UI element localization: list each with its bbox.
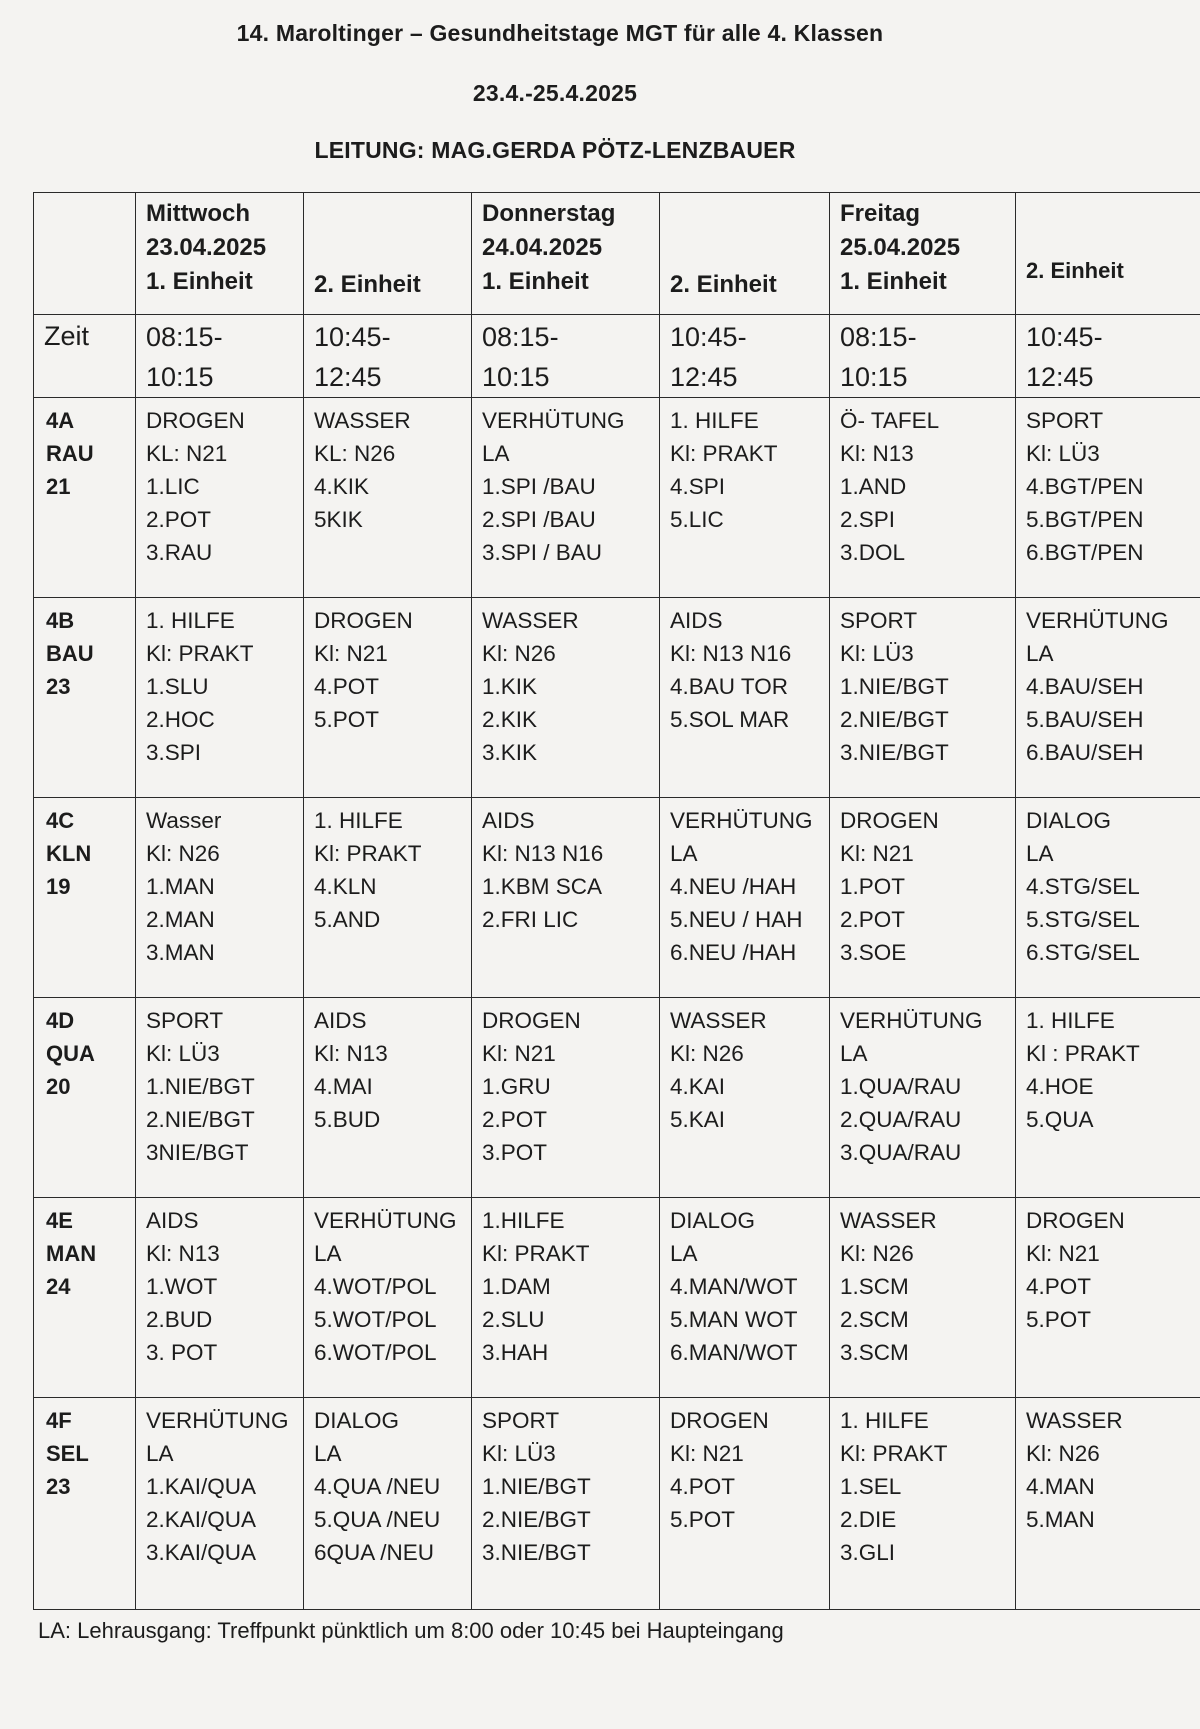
activity-cell [1016, 1398, 1200, 1610]
activity-line: 2.SCM [840, 1307, 909, 1332]
class-line: KLN [46, 841, 92, 866]
activity-line: LA [146, 1441, 174, 1466]
activity-line: 1.SCM [840, 1274, 909, 1299]
activity-line: 2.POT [482, 1107, 548, 1132]
activity-line: 1.WOT [146, 1274, 218, 1299]
class-line: 23 [46, 1474, 71, 1499]
activity-line: 1.SPI /BAU [482, 474, 596, 499]
activity-line: 5KIK [314, 507, 363, 532]
activity-cell [304, 998, 472, 1198]
unit-label: 2. Einheit [1026, 258, 1124, 283]
activity-line: Kl: PRAKT [146, 641, 254, 666]
time-slot [472, 315, 660, 398]
activity-line: 5.QUA [1026, 1107, 1094, 1132]
activity-line: 5.WOT/POL [314, 1307, 437, 1332]
class-line: MAN [46, 1241, 97, 1266]
activity-title: 1. HILFE [840, 1408, 929, 1433]
day-name: Mittwoch [146, 200, 250, 227]
activity-line: 2.BUD [146, 1307, 213, 1332]
activity-line: 2.POT [840, 907, 906, 932]
activity-line: 6.BAU/SEH [1026, 740, 1144, 765]
activity-line: 1.KIK [482, 674, 538, 699]
class-line: 19 [46, 874, 71, 899]
class-line: 21 [46, 474, 71, 499]
activity-line: Kl: N21 [482, 1041, 556, 1066]
activity-line: 1.SLU [146, 674, 209, 699]
header-row [34, 193, 1200, 315]
activity-title: WASSER [482, 608, 579, 633]
activity-cell [660, 598, 830, 798]
activity-title: AIDS [314, 1008, 367, 1033]
activity-line: 2.FRI LIC [482, 907, 579, 932]
activity-line: 5.KAI [670, 1107, 726, 1132]
date-range: 23.4.-25.4.2025 [472, 80, 638, 106]
activity-line: 6.BGT/PEN [1026, 540, 1144, 565]
unit-label: 1. Einheit [482, 268, 589, 295]
class-row [34, 798, 1200, 998]
activity-line: 4.POT [670, 1474, 736, 1499]
activity-line: Kl: PRAKT [314, 841, 422, 866]
activity-cell [304, 798, 472, 998]
activity-line: 4.POT [314, 674, 380, 699]
time-end: 12:45 [670, 362, 738, 392]
class-cell [34, 398, 136, 598]
activity-line: 6.WOT/POL [314, 1340, 437, 1365]
activity-line: LA [670, 1241, 698, 1266]
class-line: 4C [46, 808, 75, 833]
activity-cell [136, 598, 304, 798]
footnote: LA: Lehrausgang: Treffpunkt pünktlich um 8:00 oder 10:45 bei Haupteingang [38, 1618, 784, 1643]
time-end: 10:15 [840, 362, 908, 392]
activity-line: LA [314, 1241, 342, 1266]
activity-line: 4.BAU/SEH [1026, 674, 1144, 699]
time-start: 08:15- [146, 322, 223, 352]
activity-line: Kl: PRAKT [482, 1241, 590, 1266]
activity-line: 4.MAN/WOT [670, 1274, 798, 1299]
day-date: 23.04.2025 [146, 234, 267, 261]
activity-cell [660, 1398, 830, 1610]
activity-line: 5.LIC [670, 507, 724, 532]
unit-label: 2. Einheit [314, 271, 421, 298]
activity-title: DROGEN [1026, 1208, 1125, 1233]
time-end: 10:15 [146, 362, 214, 392]
class-row [34, 598, 1200, 798]
activity-line: 6.MAN/WOT [670, 1340, 798, 1365]
corner-cell [34, 193, 136, 315]
activity-line: 4.KAI [670, 1074, 726, 1099]
activity-line: 1.SEL [840, 1474, 902, 1499]
activity-line: 3.NIE/BGT [482, 1540, 591, 1565]
activity-cell [830, 598, 1016, 798]
activity-cell [472, 398, 660, 598]
day-header-fri-unit2 [1016, 193, 1200, 315]
activity-line: 5.BUD [314, 1107, 381, 1132]
time-label: Zeit [34, 315, 136, 398]
activity-line: 2.MAN [146, 907, 215, 932]
activity-title: WASSER [670, 1008, 767, 1033]
activity-line: 1.MAN [146, 874, 215, 899]
day-header-thu-unit2 [660, 193, 830, 315]
class-line: 23 [46, 674, 71, 699]
activity-line: KL: N26 [314, 441, 396, 466]
activity-cell [1016, 598, 1200, 798]
activity-line: 4.POT [1026, 1274, 1092, 1299]
activity-line: Kl: N21 [840, 841, 914, 866]
activity-line: Kl: N13 [314, 1041, 388, 1066]
unit-label: 2. Einheit [670, 271, 777, 298]
activity-title: WASSER [314, 408, 411, 433]
activity-line: 2.HOC [146, 707, 215, 732]
activity-line: 3NIE/BGT [146, 1140, 249, 1165]
time-slot [136, 315, 304, 398]
day-date: 24.04.2025 [482, 234, 603, 261]
activity-cell [472, 1398, 660, 1610]
activity-title: 1. HILFE [1026, 1008, 1115, 1033]
activity-line: KL: N21 [146, 441, 228, 466]
activity-line: 4.KLN [314, 874, 377, 899]
activity-title: Ö- TAFEL [840, 408, 940, 433]
class-row [34, 1398, 1200, 1610]
activity-line: 3.GLI [840, 1540, 896, 1565]
activity-line: 2.KIK [482, 707, 538, 732]
activity-line: 3.MAN [146, 940, 215, 965]
activity-line: Kl: N13 N16 [482, 841, 604, 866]
activity-cell [660, 798, 830, 998]
activity-line: 4.NEU /HAH [670, 874, 797, 899]
time-end: 12:45 [314, 362, 382, 392]
activity-line: 4.WOT/POL [314, 1274, 437, 1299]
activity-cell [304, 598, 472, 798]
activity-cell [830, 998, 1016, 1198]
time-end: 12:45 [1026, 362, 1094, 392]
activity-line: 6QUA /NEU [314, 1540, 435, 1565]
activity-line: 1.DAM [482, 1274, 551, 1299]
activity-line: LA [670, 841, 698, 866]
activity-line: Kl: PRAKT [670, 441, 778, 466]
document-title: 14. Maroltinger – Gesundheitstage MGT für alle 4. Klassen [236, 20, 884, 46]
time-slot [304, 315, 472, 398]
activity-line: 2.SPI /BAU [482, 507, 596, 532]
activity-line: 1.LIC [146, 474, 200, 499]
leadership-line: LEITUNG: MAG.GERDA PÖTZ-LENZBAUER [314, 137, 796, 163]
activity-line: Kl: LÜ3 [482, 1441, 556, 1466]
activity-line: 3.RAU [146, 540, 213, 565]
class-line: 4B [46, 608, 75, 633]
activity-cell [136, 398, 304, 598]
class-cell [34, 1198, 136, 1398]
activity-line: Kl: PRAKT [840, 1441, 948, 1466]
day-date: 25.04.2025 [840, 234, 961, 261]
activity-line: LA [482, 441, 510, 466]
activity-title: DROGEN [482, 1008, 581, 1033]
activity-line: 4.BGT/PEN [1026, 474, 1144, 499]
activity-line: 3.SPI / BAU [482, 540, 603, 565]
activity-title: DIALOG [1026, 808, 1112, 833]
activity-line: 1.GRU [482, 1074, 551, 1099]
activity-cell [472, 1198, 660, 1398]
activity-line: 5.POT [314, 707, 380, 732]
class-line: 20 [46, 1074, 71, 1099]
activity-line: LA [1026, 641, 1054, 666]
activity-title: 1. HILFE [314, 808, 403, 833]
activity-line: 4.BAU TOR [670, 674, 788, 699]
time-row [34, 315, 1200, 398]
activity-line: 1.NIE/BGT [146, 1074, 255, 1099]
activity-line: 6.STG/SEL [1026, 940, 1140, 965]
activity-line: 4.MAI [314, 1074, 373, 1099]
activity-title: DIALOG [670, 1208, 756, 1233]
class-line: RAU [46, 441, 94, 466]
activity-title: VERHÜTUNG [1026, 608, 1169, 633]
activity-line: 2.NIE/BGT [482, 1507, 591, 1532]
activity-line: 4.STG/SEL [1026, 874, 1140, 899]
activity-cell [660, 1198, 830, 1398]
activity-cell [136, 998, 304, 1198]
day-header-wed-unit1 [136, 193, 304, 315]
activity-line: Kl: N21 [314, 641, 388, 666]
activity-line: 2.DIE [840, 1507, 897, 1532]
class-line: 24 [46, 1274, 71, 1299]
activity-line: 3.KIK [482, 740, 538, 765]
activity-title: AIDS [670, 608, 723, 633]
activity-cell [136, 798, 304, 998]
activity-title: SPORT [840, 608, 918, 633]
activity-line: 3.SOE [840, 940, 907, 965]
activity-cell [830, 798, 1016, 998]
activity-line: Kl: N26 [670, 1041, 744, 1066]
day-name: Freitag [840, 200, 921, 227]
activity-line: 5.BAU/SEH [1026, 707, 1144, 732]
activity-line: Kl: N21 [670, 1441, 744, 1466]
activity-line: 3.SPI [146, 740, 202, 765]
activity-line: 5.NEU / HAH [670, 907, 803, 932]
activity-line: 2.QUA/RAU [840, 1107, 962, 1132]
activity-line: 1.NIE/BGT [482, 1474, 591, 1499]
activity-title: DIALOG [314, 1408, 400, 1433]
activity-title: Wasser [146, 808, 222, 833]
class-line: 4D [46, 1008, 75, 1033]
activity-line: Kl: N13 [840, 441, 914, 466]
activity-line: Kl: N13 [146, 1241, 220, 1266]
activity-line: 2.NIE/BGT [840, 707, 949, 732]
activity-line: Kl: N26 [840, 1241, 914, 1266]
class-cell [34, 798, 136, 998]
activity-line: 4.HOE [1026, 1074, 1094, 1099]
activity-line: LA [314, 1441, 342, 1466]
activity-line: 3.SCM [840, 1340, 909, 1365]
class-line: 4E [46, 1208, 73, 1233]
activity-cell [830, 398, 1016, 598]
activity-line: 1.QUA/RAU [840, 1074, 962, 1099]
activity-line: 5.BGT/PEN [1026, 507, 1144, 532]
time-slot [830, 315, 1016, 398]
activity-line: 2.SPI [840, 507, 896, 532]
activity-line: Kl: N26 [482, 641, 556, 666]
time-start: 08:15- [482, 322, 559, 352]
activity-title: DROGEN [146, 408, 245, 433]
time-start: 10:45- [1026, 322, 1103, 352]
activity-line: 1.KBM SCA [482, 874, 603, 899]
time-start: 10:45- [670, 322, 747, 352]
activity-title: 1. HILFE [146, 608, 235, 633]
activity-line: Kl: N13 N16 [670, 641, 792, 666]
activity-title: DROGEN [670, 1408, 769, 1433]
activity-cell [136, 1198, 304, 1398]
activity-title: SPORT [1026, 408, 1104, 433]
activity-title: 1. HILFE [670, 408, 759, 433]
activity-line: 5.MAN [1026, 1507, 1095, 1532]
activity-cell [472, 798, 660, 998]
day-header-thu-unit1 [472, 193, 660, 315]
activity-title: AIDS [146, 1208, 199, 1233]
activity-line: 3.DOL [840, 540, 906, 565]
day-header-wed-unit2 [304, 193, 472, 315]
time-start: 08:15- [840, 322, 917, 352]
time-end: 10:15 [482, 362, 550, 392]
class-row [34, 998, 1200, 1198]
day-name: Donnerstag [482, 200, 616, 227]
time-slot [1016, 315, 1200, 398]
activity-line: LA [1026, 841, 1054, 866]
activity-title: DROGEN [840, 808, 939, 833]
class-cell [34, 998, 136, 1198]
activity-line: 3.POT [482, 1140, 548, 1165]
class-row [34, 398, 1200, 598]
class-line: QUA [46, 1041, 95, 1066]
activity-cell [830, 1398, 1016, 1610]
activity-cell [660, 398, 830, 598]
activity-line: Kl: LÜ3 [146, 1041, 220, 1066]
activity-line: Kl: N26 [1026, 1441, 1100, 1466]
activity-cell [830, 1198, 1016, 1398]
activity-title: VERHÜTUNG [314, 1208, 457, 1233]
activity-line: 4.MAN [1026, 1474, 1095, 1499]
activity-line: 5.SOL MAR [670, 707, 790, 732]
activity-line: 2.NIE/BGT [146, 1107, 255, 1132]
activity-line: Kl : PRAKT [1026, 1041, 1140, 1066]
activity-cell [472, 998, 660, 1198]
activity-line: 1.AND [840, 474, 907, 499]
activity-title: 1.HILFE [482, 1208, 565, 1233]
activity-line: 5.STG/SEL [1026, 907, 1140, 932]
time-start: 10:45- [314, 322, 391, 352]
class-cell [34, 598, 136, 798]
activity-line: 2.SLU [482, 1307, 545, 1332]
class-line: 4F [46, 1408, 72, 1433]
activity-cell [472, 598, 660, 798]
unit-label: 1. Einheit [840, 268, 947, 295]
activity-cell [304, 1398, 472, 1610]
activity-title: DROGEN [314, 608, 413, 633]
schedule-table [33, 192, 1200, 1610]
activity-line: 6.NEU /HAH [670, 940, 797, 965]
activity-line: Kl: N26 [146, 841, 220, 866]
activity-line: 2.KAI/QUA [146, 1507, 257, 1532]
activity-line: Kl: N21 [1026, 1241, 1100, 1266]
activity-cell [136, 1398, 304, 1610]
activity-line: 5.QUA /NEU [314, 1507, 441, 1532]
activity-title: SPORT [146, 1008, 224, 1033]
activity-line: 1.NIE/BGT [840, 674, 949, 699]
class-line: SEL [46, 1441, 89, 1466]
activity-cell [1016, 998, 1200, 1198]
activity-line: LA [840, 1041, 868, 1066]
class-line: 4A [46, 408, 75, 433]
activity-line: 1.KAI/QUA [146, 1474, 257, 1499]
activity-title: VERHÜTUNG [840, 1008, 983, 1033]
activity-cell [304, 1198, 472, 1398]
activity-line: 5.AND [314, 907, 381, 932]
activity-line: 4.QUA /NEU [314, 1474, 441, 1499]
activity-title: AIDS [482, 808, 535, 833]
unit-label: 1. Einheit [146, 268, 253, 295]
activity-line: 3. POT [146, 1340, 218, 1365]
activity-line: 3.NIE/BGT [840, 740, 949, 765]
class-cell [34, 1398, 136, 1610]
activity-line: 3.QUA/RAU [840, 1140, 962, 1165]
activity-line: 4.KIK [314, 474, 370, 499]
activity-cell [304, 398, 472, 598]
class-line: BAU [46, 641, 94, 666]
activity-line: Kl: LÜ3 [1026, 441, 1100, 466]
time-slot [660, 315, 830, 398]
activity-line: 5.POT [1026, 1307, 1092, 1332]
activity-line: 3.KAI/QUA [146, 1540, 257, 1565]
activity-title: VERHÜTUNG [146, 1408, 289, 1433]
activity-cell [1016, 798, 1200, 998]
activity-line: 3.HAH [482, 1340, 549, 1365]
activity-line: 5.MAN WOT [670, 1307, 798, 1332]
activity-line: 1.POT [840, 874, 906, 899]
class-row [34, 1198, 1200, 1398]
activity-title: VERHÜTUNG [670, 808, 813, 833]
activity-cell [660, 998, 830, 1198]
activity-cell [1016, 398, 1200, 598]
activity-line: 4.SPI [670, 474, 726, 499]
activity-line: 2.POT [146, 507, 212, 532]
activity-line: 5.POT [670, 1507, 736, 1532]
activity-line: Kl: LÜ3 [840, 641, 914, 666]
activity-title: SPORT [482, 1408, 560, 1433]
activity-cell [1016, 1198, 1200, 1398]
activity-title: WASSER [840, 1208, 937, 1233]
day-header-fri-unit1 [830, 193, 1016, 315]
activity-title: WASSER [1026, 1408, 1123, 1433]
activity-title: VERHÜTUNG [482, 408, 625, 433]
